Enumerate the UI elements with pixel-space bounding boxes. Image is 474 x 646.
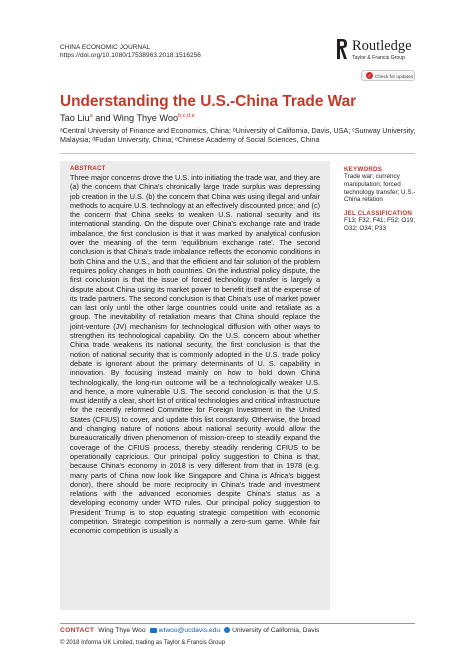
contact-name: Wing Thye Woo: [98, 627, 146, 634]
author-list: [60, 113, 195, 123]
jel-text: F13; F32; F41; F52; O19; O32; O34; P33: [344, 217, 416, 232]
journal-header: [60, 44, 201, 60]
jel-heading: JEL CLASSIFICATION: [344, 210, 412, 218]
abstract-text: Three major concerns drove the U.S. into initiating the trade war, and they are (a) the concern that China's chronically large trade surplus was depressing job creation in the U.S. (b) the concern that China was using illegal and unfair methods to acquire U.S. technology at an effectively discounted price; and (c) the concern that China seeks to weaken U.S. national security and its international standing. On the dispute over China's exchange rate and trade imbalance, the first conclusion is that it was marked by analytical confusion over the meaning of the term 'equilibrium exchange rate'. The second conclusion is that China's trade imbalance reflects the economic conditions in both China and the U.S., and that the efficient and fair solution of the problem requires policy changes in both countries. On the industrial policy dispute, the first conclusion is that the issue of forced technology transfer is largely a dispute about China using its market power to benefit itself at the expense of its trade partners. The second conclusion is that China's use of market power can last only until the other large countries could unite and retaliate as a group. The inevitability of retaliation means that China should replace the joint-venture (JV) mechanism for technological diffusion with other ways to strengthen its technological capability. On the U.S. concern about whether China trade weakens its national security, the first conclusion is that the notion of national security that is commonly adopted in the U.S. trade policy debate is ignorant about the primary determinants of U. S. capability in innovation. By focusing instead mainly on how to hold down China technologically, the long-run outcome will be a technologically weaker U.S. and hence, a more vulnerable U.S. The second conclusion is that the U.S. must identify a clear, short list of critical technologies and critical infrastructure for the recently reformed Committee for Foreign Investment in the United States (CFIUS) to cover, and update this list constantly. Otherwise, the broad and changing nature of notions about national security would allow the bureaucratically driven phenomenon of mission-creep to steadily expand the coverage of the CFIUS process, thereby steadily rendering CFIUS to be operationally capricious. Our principal policy suggestion to China is that, because China's economy in 2018 is very different from that in 1978 (e.g. many parts of China now look like Singapore and China is Africa's biggest donor), there should be more reciprocity in China's trade and investment relations with the advanced economies despite China's status as a developing economy under WTO rules. Our principal policy suggestion to President Trump is to stop equating strategic competition with economic competition. Strategic competition is normally a zero-sum game. While fair economic competition is usually a: [70, 173, 320, 536]
publisher-sub: Taylor & Francis Group: [352, 55, 406, 61]
author-separator: and: [92, 113, 114, 124]
keywords-text: Trade war; currency manipulation; forced technology transfer; U.S.-China relation: [344, 173, 416, 204]
publisher-name: Routledge: [352, 38, 412, 54]
journal-name: CHINA ECONOMIC JOURNAL: [60, 44, 151, 51]
affiliations: ᵃCentral University of Finance and Economics, China; ᵇUniversity of California, Davis, USA; ᶜSunway University, Malaysia; ᵈFudan University, China; ᵉChinese Academy of Social Sciences, China: [60, 126, 416, 145]
article-title: Understanding the U.S.-China Trade War: [60, 93, 357, 110]
contact-institution: University of California, Davis: [232, 627, 320, 634]
contact-label: CONTACT: [60, 627, 95, 634]
author-1-sup: a: [89, 113, 93, 119]
author-1[interactable]: Tao Liu: [60, 113, 90, 124]
doi-link[interactable]: https://doi.org/10.1080/17538963.2018.1516256: [60, 52, 201, 59]
author-2[interactable]: Wing Thye Woo: [113, 113, 179, 124]
check-updates-button[interactable]: [361, 70, 415, 81]
keywords-heading: KEYWORDS: [344, 166, 383, 173]
footer-divider: [60, 623, 415, 624]
orcid-icon: [224, 627, 230, 633]
check-updates-label: Check for updates: [375, 74, 414, 79]
divider: [60, 153, 415, 154]
contact-line: [60, 627, 319, 634]
routledge-logo-icon: [336, 38, 348, 60]
publisher-logo: [336, 38, 436, 68]
contact-email[interactable]: wtwoo@ucdavis.edu: [158, 627, 221, 634]
check-updates-icon: ✓: [367, 73, 372, 79]
author-2-sup: b,c,d,e: [178, 113, 195, 119]
copyright: © 2018 Informa UK Limited, trading as Taylor & Francis Group: [60, 640, 226, 646]
abstract-box: [60, 161, 330, 610]
article-sidebar: [344, 166, 424, 239]
abstract-heading: ABSTRACT: [70, 165, 106, 172]
